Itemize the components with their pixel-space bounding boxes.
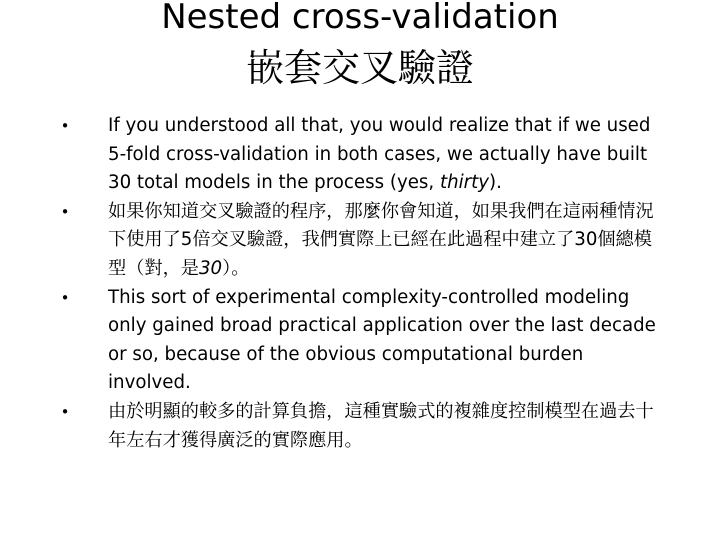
bullet-item: [58, 112, 658, 198]
bullet-text: 如果你知道交叉驗證的程序，那麼你會知道，如果我們在這兩種情況下使用了5倍交叉驗證，我們實際上已經在此過程中建立了30個總模型（對，是30）。: [108, 200, 654, 279]
slide-title: [0, 0, 720, 90]
bullet-marker: •: [60, 402, 70, 421]
bullet-marker: •: [60, 288, 70, 307]
bullet-item: [58, 284, 658, 398]
title-chinese: 嵌套交叉驗證: [245, 46, 474, 90]
bullet-text: If you understood all that, you would realize that if we used 5-fold cross-validation in both cases, we actually have built 30 total models in the process (yes, thirty).: [108, 115, 651, 194]
title-english: Nested cross-validation: [161, 0, 559, 37]
bullet-text: 由於明顯的較多的計算負擔，這種實驗式的複雜度控制模型在過去十年左右才獲得廣泛的實際應用。: [108, 400, 654, 451]
bullet-item: [58, 398, 658, 455]
bullet-list: [58, 112, 658, 455]
bullet-marker: •: [60, 117, 70, 135]
bullet-marker: •: [60, 202, 70, 221]
bullet-text: This sort of experimental complexity-controlled modeling only gained broad practical application over the last decade or so, because of the obvious computational burden involved.: [108, 286, 656, 394]
bullet-item: [58, 198, 658, 284]
